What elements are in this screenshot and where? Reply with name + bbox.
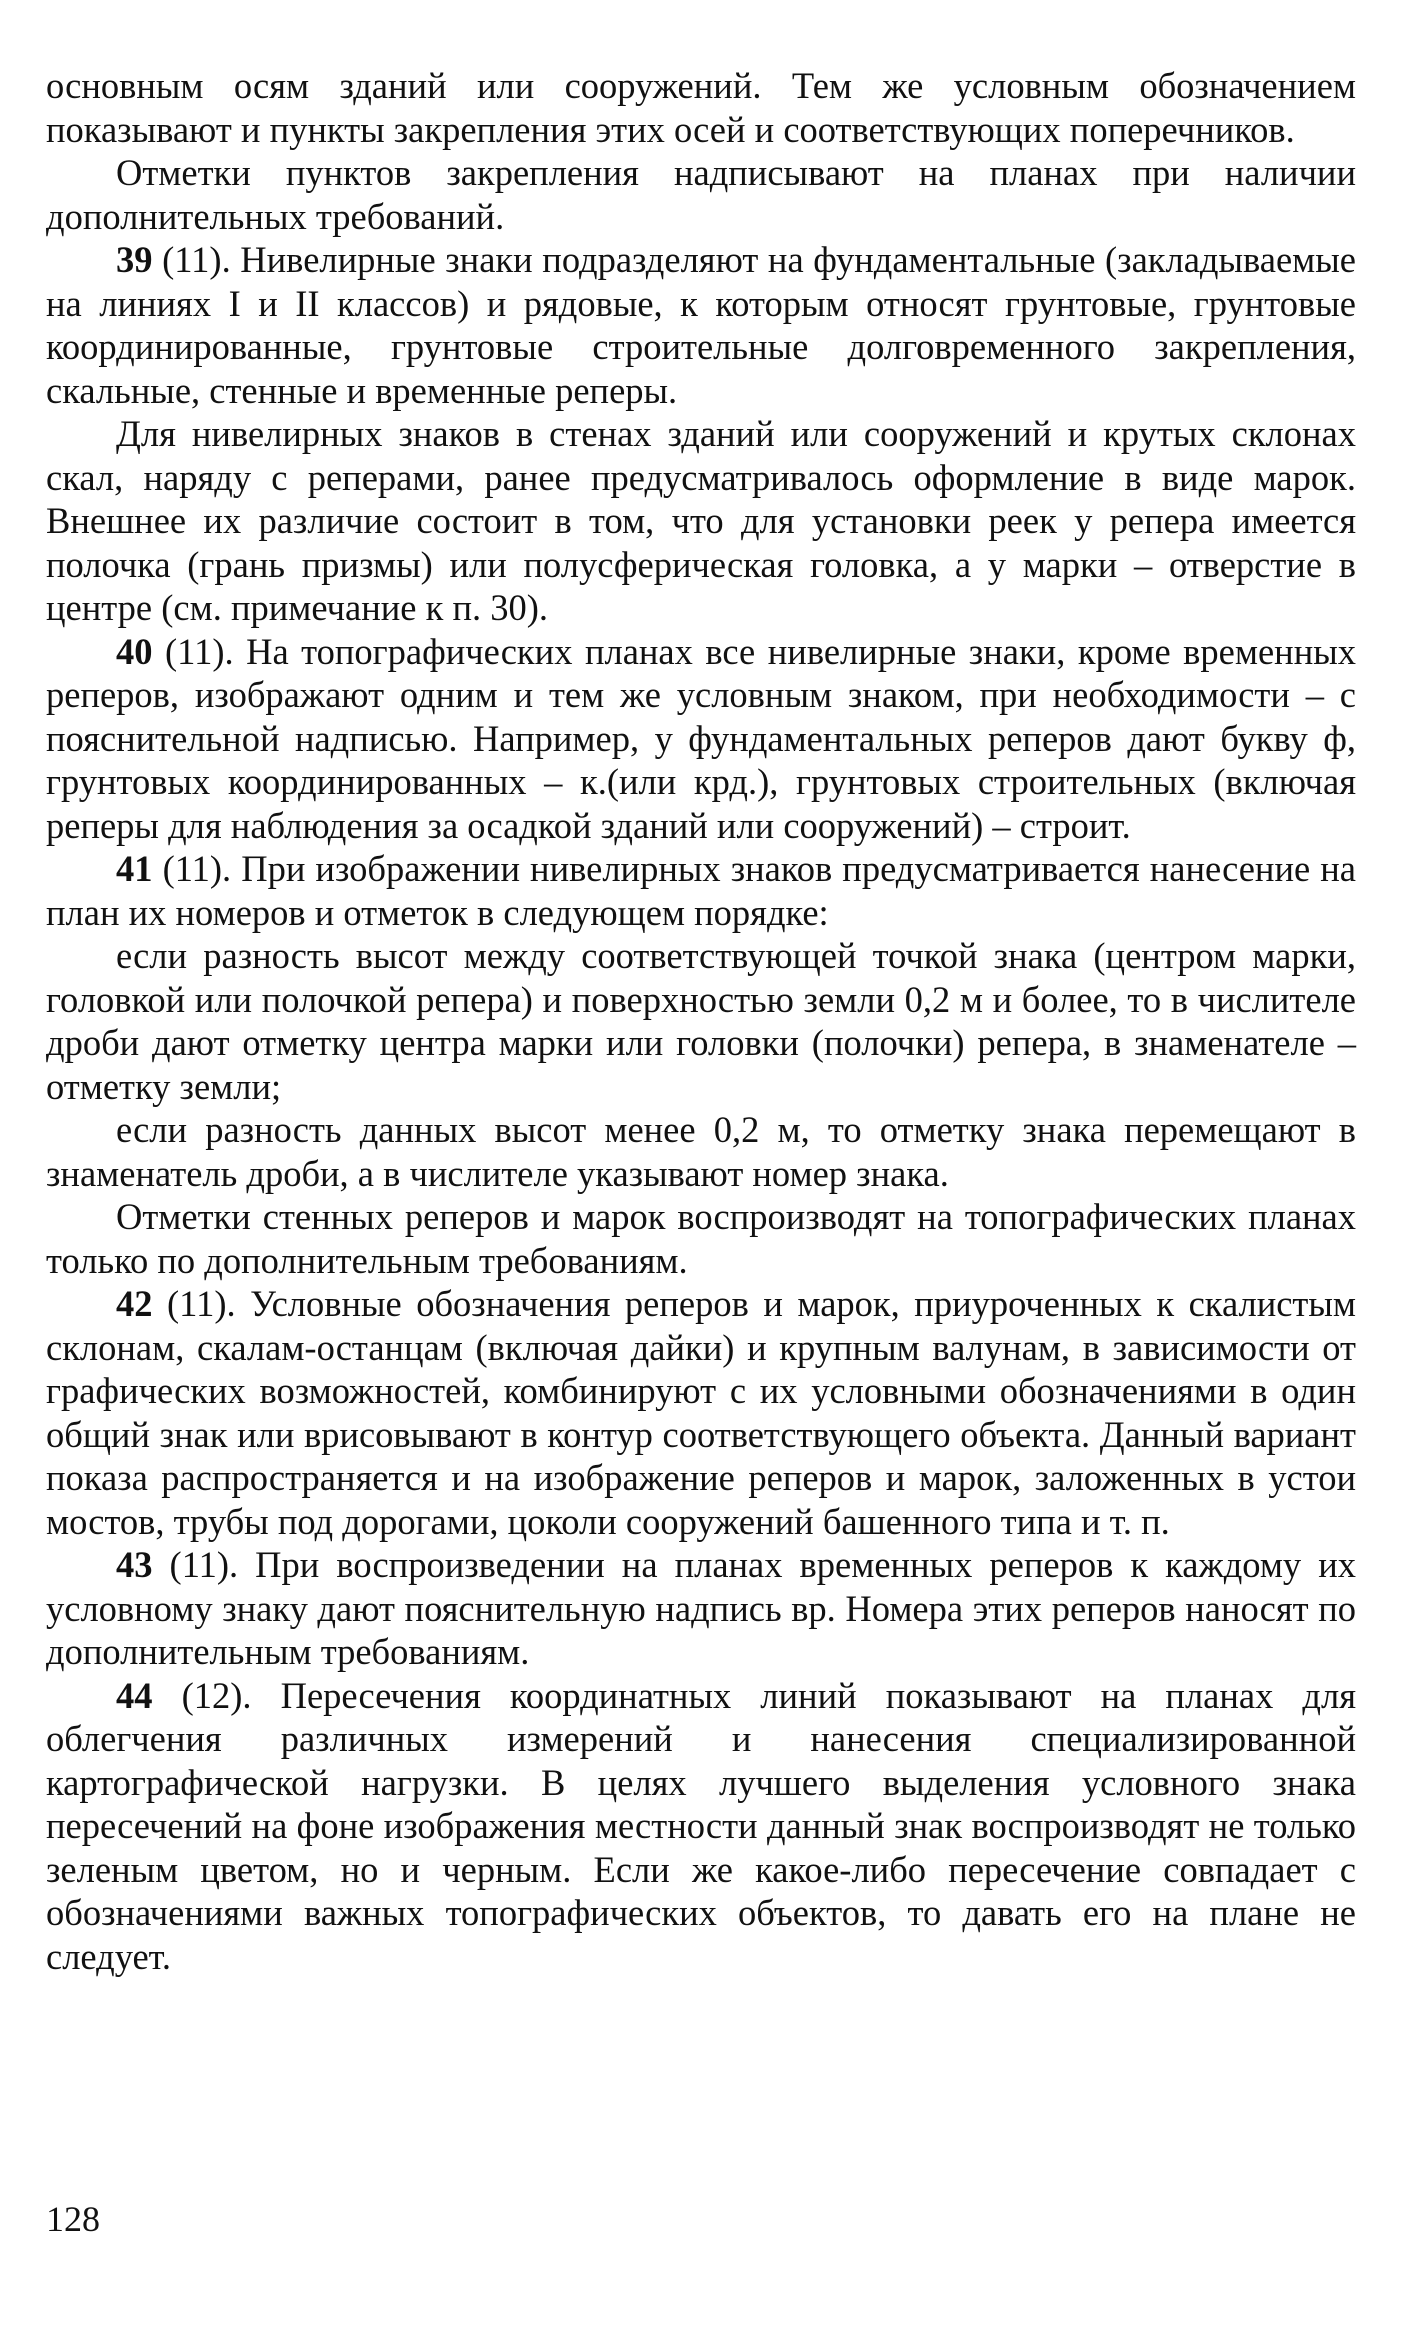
paragraph-text: (11). При изображении нивелирных знаков предусматривается нанесение на план их номеров и отметок в следующем порядке: <box>46 848 1357 933</box>
paragraph-text: Отметки стенных реперов и марок воспроизводят на топографических планах только по дополнительным требованиям. <box>46 1196 1356 1281</box>
paragraph-text: если разность данных высот менее 0,2 м, то отметку знака перемещают в знаменатель дроби, а в числителе указывают номер знака. <box>46 1109 1356 1194</box>
paragraph <box>46 412 1356 630</box>
clause-number: 42 <box>116 1283 153 1324</box>
clause-40 <box>46 630 1356 848</box>
clause-number: 41 <box>116 848 153 889</box>
clause-39 <box>46 238 1356 412</box>
paragraph-text: Для нивелирных знаков в стенах зданий или сооружений и крутых склонах скал, наряду с реперами, ранее предусматривалось оформление в виде марок. Внешнее их различие состоит в том, что для установки реек у репера имеется полочка (грань призмы) или полусферическая головка, а у марки – отверстие в центре (см. примечание к п. 30). <box>46 413 1356 628</box>
paragraph <box>46 1108 1356 1195</box>
clause-41 <box>46 847 1356 934</box>
clause-number: 40 <box>116 630 153 672</box>
paragraph <box>46 64 1356 151</box>
paragraph-text: основным осям зданий или сооружений. Тем же условным обозначением показывают и пункты закрепления этих осей и соответствующих поперечников. <box>46 65 1356 150</box>
clause-43 <box>46 1543 1356 1674</box>
paragraph-text: если разность высот между соответствующей точкой знака (центром марки, головкой или полочкой репера) и поверхностью земли 0,2 м и более, то в числителе дроби дают отметку центра марки или головки (полочки) репера, в знаменателе – отметку земли; <box>46 935 1356 1107</box>
paragraph <box>46 934 1356 1108</box>
paragraph-text: Отметки пунктов закрепления надписывают на планах при наличии дополнительных требований. <box>46 152 1356 237</box>
paragraph-text: (11). Нивелирные знаки подразделяют на фундаментальные (закладываемые на линиях I и II классов) и рядовые, к которым относят грунтовые, грунтовые координированные, грунтовые строительные долговременного закрепления, скальные, стенные и временные реперы. <box>46 239 1357 411</box>
paragraph-text: (11). Условные обозначения реперов и марок, приуроченных к скалистым склонам, скалам-останцам (включая дайки) и крупным валунам, в зависимости от графических возможностей, комбинируют с их условными обозначениями в один общий знак или врисовывают в контур соответствующего объекта. Данный вариант показа распространяется и на изображение реперов и марок, заложенных в устои мостов, трубы под дорогами, цоколи сооружений башенного типа и т. п. <box>46 1283 1356 1542</box>
clause-number: 43 <box>116 1544 153 1585</box>
paragraph <box>46 151 1356 238</box>
clause-44 <box>46 1674 1356 1979</box>
paragraph-text: (11). На топографических планах все нивелирные знаки, кроме временных реперов, изображают одним и тем же условным знаком, при необходимости – с пояснительной надписью. Например, у фундаментальных реперов дают букву ф, грунтовых координированных – к.(или крд.), грунтовых строительных (включая реперы для наблюдения за осадкой зданий или сооружений) – строит. <box>46 630 1357 846</box>
page-number: 128 <box>46 2199 100 2239</box>
paragraph <box>46 1195 1356 1282</box>
clause-number: 39 <box>116 239 153 280</box>
paragraph-text: (11). При воспроизведении на планах временных реперов к каждому их условному знаку дают пояснительную надпись вр. Номера этих реперов наносят по дополнительным требованиям. <box>46 1544 1356 1672</box>
page-body <box>46 64 1356 1978</box>
clause-42 <box>46 1282 1356 1543</box>
paragraph-text: (12). Пересечения координатных линий показывают на планах для облегчения различных измерений и нанесения специализированной картографической нагрузки. В целях лучшего выделения условного знака пересечений на фоне изображения местности данный знак воспроизводят не только зеленым цветом, но и черным. Если же какое-либо пересечение совпадает с обозначениями важных топографических объектов, то давать его на плане не следует. <box>46 1674 1356 1977</box>
clause-number: 44 <box>116 1674 153 1716</box>
